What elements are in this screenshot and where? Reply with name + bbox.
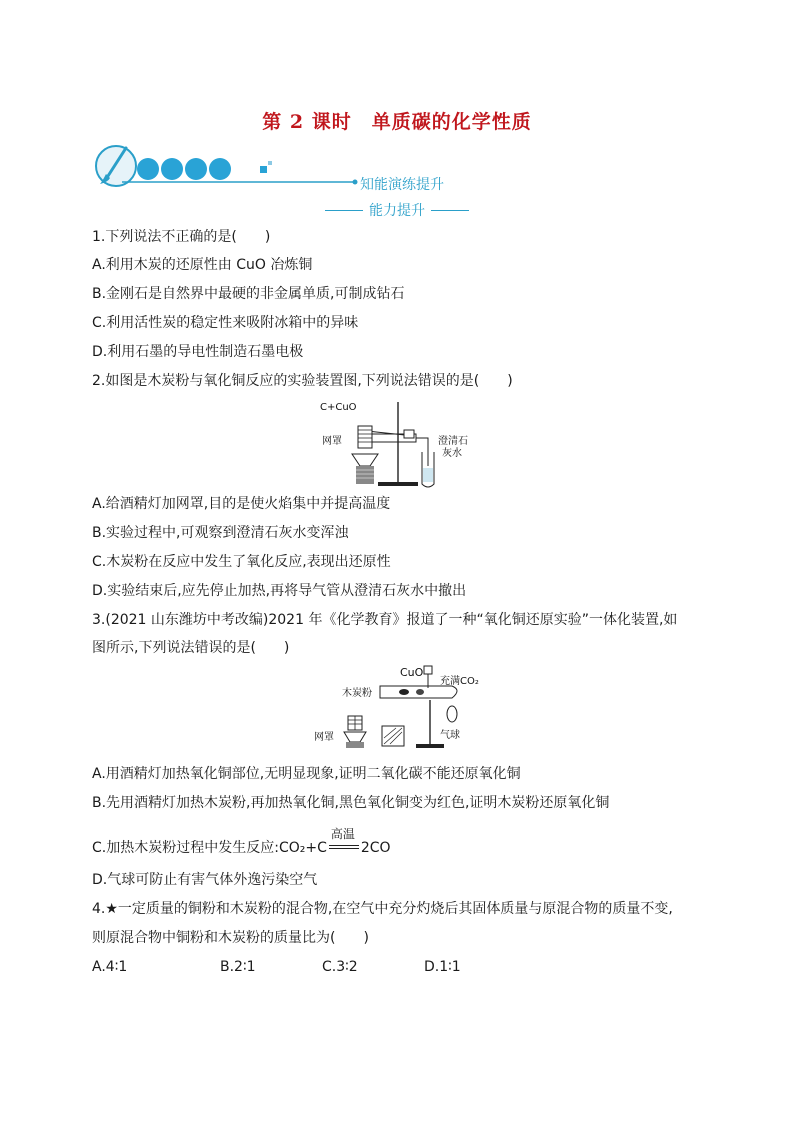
q3-reaction-arrow xyxy=(327,827,361,858)
q2-option-b: B.实验过程中,可观察到澄清石灰水变浑浊 xyxy=(92,525,349,541)
q3-option-a: A.用酒精灯加热氧化铜部位,无明显现象,证明二氧化碳不能还原氧化铜 xyxy=(92,766,521,782)
q3-figure xyxy=(312,660,492,756)
q2-option-a: A.给酒精灯加网罩,目的是使火焰集中并提高温度 xyxy=(92,496,391,512)
q3-option-d: D.气球可防止有害气体外逸污染空气 xyxy=(92,872,318,888)
subsection-heading xyxy=(0,200,794,220)
q3-option-c-suffix: 2CO xyxy=(360,840,391,856)
subsection-line-right xyxy=(431,210,469,211)
banner-dot-4 xyxy=(209,158,231,180)
banner-square-tiny xyxy=(268,161,272,165)
subsection-line-left xyxy=(325,210,363,211)
q2-option-c: C.木炭粉在反应中发生了氧化反应,表现出还原性 xyxy=(92,554,391,570)
subsection-title: 能力提升 xyxy=(369,203,425,219)
q4-stem-line2: 则原混合物中铜粉和木炭粉的质量比为( ) xyxy=(92,930,369,946)
q3-stem-line2: 图所示,下列说法错误的是( ) xyxy=(92,640,290,656)
q2-label-reactants: C+CuO xyxy=(320,402,357,413)
q1-stem: 1.下列说法不正确的是( ) xyxy=(92,229,271,245)
banner-line-end-dot xyxy=(353,180,358,185)
q1-option-c: C.利用活性炭的稳定性来吸附冰箱中的异味 xyxy=(92,315,359,331)
q2-label-gauze: 网罩 xyxy=(322,436,342,447)
brush-icon xyxy=(96,146,136,186)
q3-option-c-prefix: C.加热木炭粉过程中发生反应:CO₂+C xyxy=(92,840,327,856)
q1-option-d: D.利用石墨的导电性制造石墨电极 xyxy=(92,344,304,360)
q3-reaction-equals xyxy=(329,845,359,849)
q1-option-b: B.金刚石是自然界中最硬的非金属单质,可制成钻石 xyxy=(92,286,405,302)
banner-dot-2 xyxy=(161,158,183,180)
q2-figure xyxy=(318,396,478,492)
q2-option-d: D.实验结束后,应先停止加热,再将导气管从澄清石灰水中撤出 xyxy=(92,583,467,599)
q2-label-limewater-2: 灰水 xyxy=(442,448,462,459)
banner-dot-3 xyxy=(185,158,207,180)
q3-label-gauze: 网罩 xyxy=(314,732,334,743)
banner-dot-1 xyxy=(137,158,159,180)
q4-option-a: A.4∶1 xyxy=(92,959,128,975)
q2-stem: 2.如图是木炭粉与氧化铜反应的实验装置图,下列说法错误的是( ) xyxy=(92,373,513,389)
page-title: 第 2 课时 单质碳的化学性质 xyxy=(262,111,532,133)
q4-stem-line1: 4.★一定质量的铜粉和木炭粉的混合物,在空气中充分灼烧后其固体质量与原混合物的质量不变, xyxy=(92,901,673,917)
q4-option-c: C.3∶2 xyxy=(322,959,358,975)
q3-label-co2: 充满CO₂ xyxy=(440,676,479,687)
q3-label-cuo: CuO xyxy=(400,666,424,679)
q3-label-charcoal: 木炭粉 xyxy=(342,688,372,699)
q4-option-b: B.2∶1 xyxy=(220,959,256,975)
q3-reaction-condition: 高温 xyxy=(330,827,355,841)
q3-option-b: B.先用酒精灯加热木炭粉,再加热氧化铜,黑色氧化铜变为红色,证明木炭粉还原氧化铜 xyxy=(92,795,610,811)
q2-label-limewater-1: 澄清石 xyxy=(438,436,468,447)
banner-square-small xyxy=(260,166,267,173)
section-title: 知能演练提升 xyxy=(360,177,444,193)
q1-option-a: A.利用木炭的还原性由 CuO 冶炼铜 xyxy=(92,257,313,273)
q4-option-d: D.1∶1 xyxy=(424,959,461,975)
q3-stem-line1: 3.(2021 山东潍坊中考改编)2021 年《化学教育》报道了一种“氧化铜还原实验”一体化装置,如 xyxy=(92,612,678,628)
q3-option-c xyxy=(92,827,391,858)
q3-label-balloon: 气球 xyxy=(440,730,460,741)
